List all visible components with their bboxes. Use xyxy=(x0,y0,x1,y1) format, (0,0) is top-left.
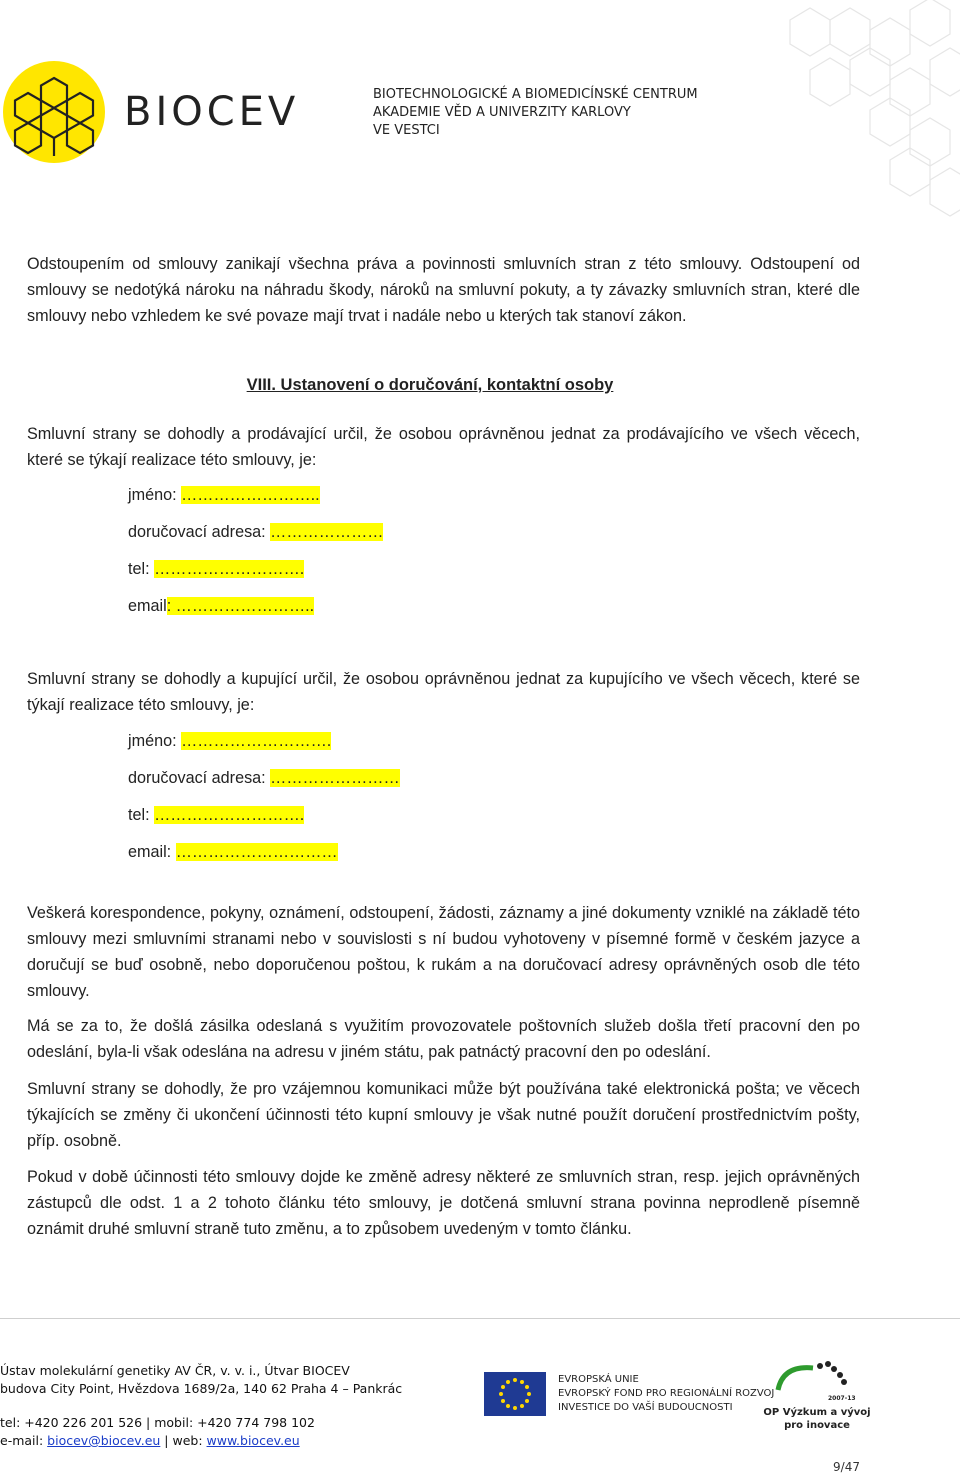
buyer-phone-row xyxy=(128,802,400,839)
paragraph-text: Veškerá korespondence, pokyny, oznámení, odstoupení, žádosti, záznamy a jiné dokumenty vzniklé na základě této smlouvy mezi smluvními stranami nebo v souvislosti s ní budou vyhotoveny v písemné formě v českém jazyce a doručují se buď osobně, nebo doporučenou poštou, k rukám a na doručovací adresy oprávněných osob dle této smlouvy. xyxy=(27,904,860,1000)
seller-name-row xyxy=(128,482,383,519)
logo-text: BIOCEV xyxy=(124,89,300,135)
paragraph-text: Smluvní strany se dohodly a kupující určil, že osobou oprávněnou jednat za kupujícího ve všech věcech, které se týkají realizace této smlouvy, je: xyxy=(27,670,860,714)
paragraph-number xyxy=(0,900,27,926)
buyer-phone-blank: ………………………. xyxy=(154,806,305,824)
paragraph-text: Smluvní strany se dohodly a prodávající určil, že osobou oprávněnou jednat za prodávajícího ve všech věcech, které se týkají realizace této smlouvy, je: xyxy=(27,425,860,469)
field-label: doručovací adresa: xyxy=(128,523,271,541)
field-label: doručovací adresa: xyxy=(128,769,271,787)
biocev-logo xyxy=(2,60,299,164)
previous-section-paragraph-4 xyxy=(0,251,860,329)
paragraph-text: Má se za to, že došlá zásilka odeslaná s využitím provozovatele poštovních služeb došla třetí pracovní den po odeslání, byla-li však odeslána na adresu v jiném státu, pak patnáctý pracovní den po odeslání. xyxy=(27,1017,860,1061)
field-label: email xyxy=(128,597,167,615)
section-heading: VIII. Ustanovení o doručování, kontaktní osoby xyxy=(246,376,614,394)
seller-address-blank: ………………… xyxy=(270,523,384,541)
buyer-address-row xyxy=(128,765,400,802)
paragraph-1 xyxy=(0,421,860,473)
eu-line-2: EVROPSKÝ FOND PRO REGIONÁLNÍ ROZVOJ xyxy=(558,1388,775,1399)
biocev-logo-mark xyxy=(2,60,106,164)
footer-address: budova City Point, Hvězdova 1689/2a, 140 62 Praha 4 – Pankrác xyxy=(0,1381,403,1396)
paragraph-number xyxy=(0,1164,27,1190)
paragraph-number xyxy=(0,1013,27,1039)
seller-name-blank: …………………….. xyxy=(181,486,320,504)
op-vav-label xyxy=(762,1406,872,1432)
paragraph-number xyxy=(0,1076,27,1102)
institute-line-1: BIOTECHNOLOGICKÉ A BIOMEDICÍNSKÉ CENTRUM xyxy=(373,87,698,102)
op-years: 2007-13 xyxy=(828,1395,856,1402)
institute-line-3: VE VESTCI xyxy=(373,123,440,138)
op-label-line-1: OP Výzkum a vývoj xyxy=(763,1407,871,1418)
page-number: 9/47 xyxy=(833,1460,860,1474)
paragraph-2 xyxy=(0,666,860,718)
buyer-contact-fields xyxy=(128,728,400,876)
buyer-name-row xyxy=(128,728,400,765)
footer-email-web xyxy=(0,1432,402,1450)
footer-divider xyxy=(0,1318,960,1319)
field-label: email: xyxy=(128,843,176,861)
seller-email-blank: : …………………….. xyxy=(166,597,315,615)
email-prefix: e-mail: xyxy=(0,1433,48,1448)
buyer-name-blank: ………………………. xyxy=(181,732,332,750)
seller-phone-blank: ………………………. xyxy=(154,560,305,578)
seller-email-row xyxy=(128,593,383,630)
field-label: tel: xyxy=(128,806,155,824)
field-label: jméno: xyxy=(128,732,182,750)
paragraph-6 xyxy=(0,1164,860,1242)
eu-line-3: INVESTICE DO VAŠÍ BUDOUCNOSTI xyxy=(558,1402,733,1413)
paragraph-number xyxy=(0,251,27,277)
email-link[interactable]: biocev@biocev.eu xyxy=(47,1433,161,1448)
footer-contact xyxy=(0,1362,402,1450)
eu-line-1: EVROPSKÁ UNIE xyxy=(558,1374,639,1385)
paragraph-text: Smluvní strany se dohodly, že pro vzájemnou komunikaci může být používána také elektronická pošta; ve věcech týkajících se změny či ukončení účinnosti této kupní smlouvy je však nutné použít doručení prostřednictvím pošty, příp. osobně. xyxy=(27,1080,860,1150)
paragraph-3 xyxy=(0,900,860,1004)
footer-phone: tel: +420 226 201 526 | mobil: +420 774 798 102 xyxy=(0,1415,315,1430)
web-link[interactable]: www.biocev.eu xyxy=(206,1433,300,1448)
seller-contact-fields xyxy=(128,482,383,630)
seller-address-row xyxy=(128,519,383,556)
paragraph-4 xyxy=(0,1013,860,1065)
paragraph-5 xyxy=(0,1076,860,1154)
field-label: jméno: xyxy=(128,486,182,504)
eu-text xyxy=(558,1373,774,1415)
op-label-line-2: pro inovace xyxy=(784,1420,850,1431)
buyer-email-row xyxy=(128,839,400,876)
eu-logo xyxy=(484,1372,774,1416)
institute-name xyxy=(373,86,698,140)
institute-line-2: AKADEMIE VĚD A UNIVERZITY KARLOVY xyxy=(373,105,631,120)
paragraph-text: Odstoupením od smlouvy zanikají všechna práva a povinnosti smluvních stran z této smlouvy. Odstoupení od smlouvy se nedotýká nároku na náhradu škody, nároků na smluvní pokuty, a ty závazky smluvních stran, které dle smlouvy nebo vzhledem ke své povaze mají trvat i nadále nebo u kterých tak stanoví zákon. xyxy=(27,255,860,325)
field-label: tel: xyxy=(128,560,155,578)
buyer-address-blank: …………………… xyxy=(270,769,400,787)
buyer-email-blank: ………………………… xyxy=(175,843,338,861)
paragraph-number xyxy=(0,666,27,692)
seller-phone-row xyxy=(128,556,383,593)
footer-institute: Ústav molekulární genetiky AV ČR, v. v. i., Útvar BIOCEV xyxy=(0,1363,350,1378)
paragraph-number xyxy=(0,421,27,447)
paragraph-text: Pokud v době účinnosti této smlouvy dojde ke změně adresy některé ze smluvních stran, resp. jejich oprávněných zástupců dle odst. 1 a 2 tohoto článku této smlouvy, je dotčená smluvní strana povinna neprodleně písemně oznámit druhé smluvní straně tuto změnu, a to způsobem uvedeným v tomto článku. xyxy=(27,1168,860,1238)
eu-flag-icon xyxy=(484,1372,546,1416)
web-prefix: | web: xyxy=(160,1433,207,1448)
